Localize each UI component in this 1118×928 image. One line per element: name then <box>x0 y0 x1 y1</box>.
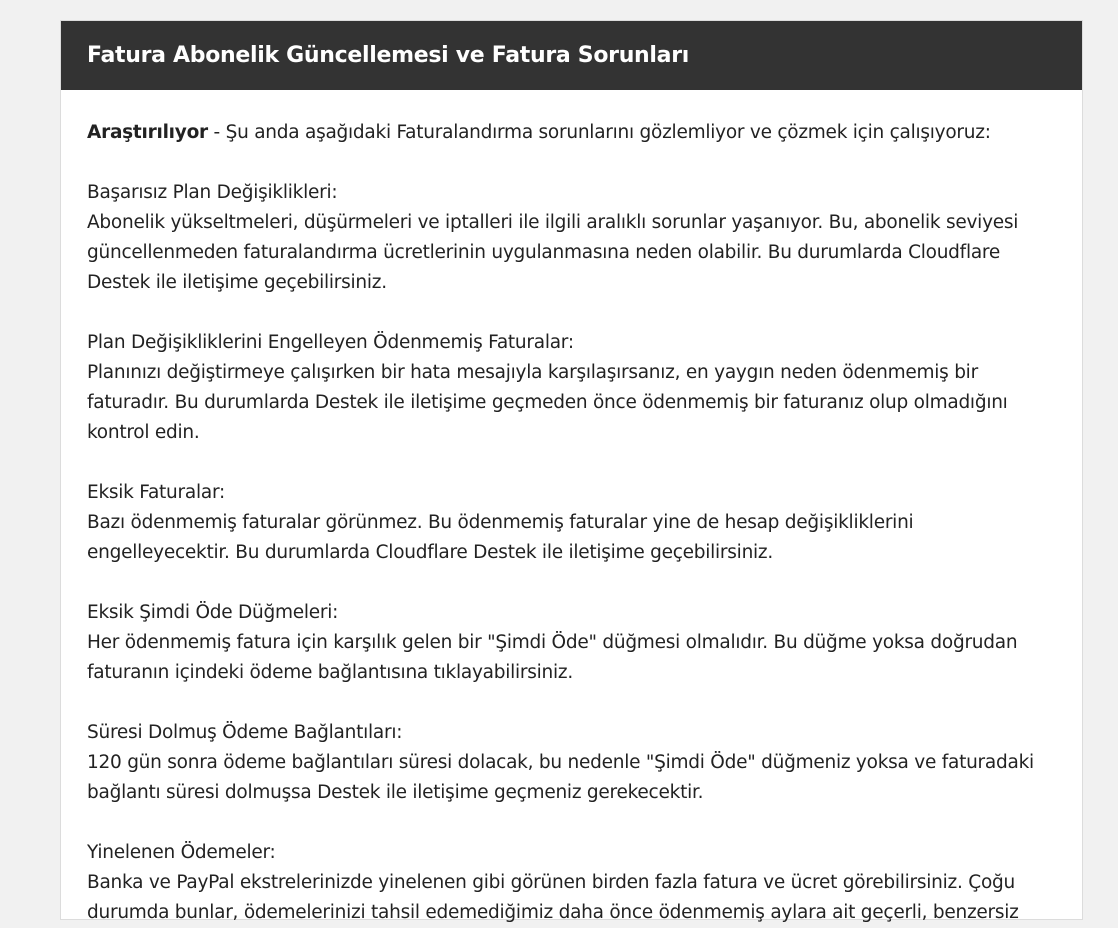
status-label: Araştırılıyor <box>87 122 208 143</box>
issue-text: Abonelik yükseltmeleri, düşürmeleri ve iptalleri ile ilgili aralıklı sorunlar yaşanıyor. Bu, abonelik seviyesi güncellenmeden faturalandırma ücretlerinin uygulanmasına neden olabilir. Bu durumlarda Cloudflare Destek ile iletişime geçebilirsiniz. <box>87 212 1019 293</box>
issue-heading: Plan Değişikliklerini Engelleyen Ödenmemiş Faturalar: <box>87 332 574 353</box>
issue-failed-plan-changes <box>87 178 1056 298</box>
issue-missing-pay-now-buttons <box>87 598 1056 688</box>
issue-heading: Başarısız Plan Değişiklikleri: <box>87 182 338 203</box>
issue-heading: Yinelenen Ödemeler: <box>87 842 276 863</box>
issue-heading: Eksik Şimdi Öde Düğmeleri: <box>87 602 339 623</box>
issue-expired-payment-links <box>87 718 1056 808</box>
issue-heading: Eksik Faturalar: <box>87 482 225 503</box>
incident-panel <box>60 20 1083 923</box>
status-text: Şu anda aşağıdaki Faturalandırma sorunlarını gözlemliyor ve çözmek için çalışıyoruz: <box>225 122 991 143</box>
issue-text: 120 gün sonra ödeme bağlantıları süresi dolacak, bu nedenle "Şimdi Öde" düğmeniz yoksa ve faturadaki bağlantı süresi dolmuşsa Destek ile iletişime geçmeniz gerekecektir. <box>87 752 1034 803</box>
issue-unpaid-invoices-blocking <box>87 328 1056 448</box>
status-update <box>87 118 1056 148</box>
issue-text: Banka ve PayPal ekstrelerinizde yinelenen gibi görünen birden fazla fatura ve ücret görebilirsiniz. Çoğu durumda bunlar, ödemelerinizi tahsil edemediğimiz daha önce ödenmemiş aylara ait geçerli, benzersiz <box>87 872 1019 923</box>
issue-duplicate-payments <box>87 838 1056 928</box>
issue-text: Planınızı değiştirmeye çalışırken bir hata mesajıyla karşılaşırsanız, en yaygın neden ödenmemiş bir faturadır. Bu durumlarda Destek ile iletişime geçmeden önce ödenmemiş bir faturanız olup olmadığını kontrol edin. <box>87 362 1008 443</box>
issue-missing-invoices <box>87 478 1056 568</box>
status-separator: - <box>207 122 226 143</box>
incident-header <box>61 21 1082 90</box>
issue-text: Her ödenmemiş fatura için karşılık gelen bir "Şimdi Öde" düğmesi olmalıdır. Bu düğme yoksa doğrudan faturanın içindeki ödeme bağlantısına tıklayabilirsiniz. <box>87 632 1018 683</box>
incident-title: Fatura Abonelik Güncellemesi ve Fatura Sorunları <box>87 43 689 68</box>
incident-body <box>61 90 1082 928</box>
issue-text: Bazı ödenmemiş faturalar görünmez. Bu ödenmemiş faturalar yine de hesap değişikliklerini engelleyecektir. Bu durumlarda Cloudflare Destek ile iletişime geçebilirsiniz. <box>87 512 914 563</box>
issue-heading: Süresi Dolmuş Ödeme Bağlantıları: <box>87 722 403 743</box>
